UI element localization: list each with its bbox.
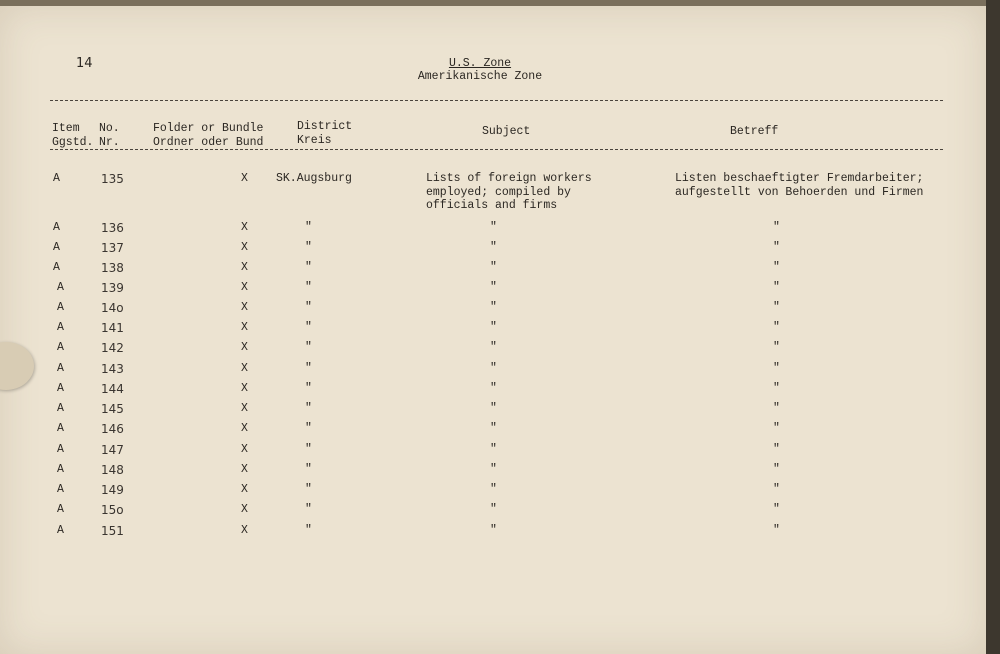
cell-subject: ": [490, 281, 497, 294]
cell-item: A: [57, 382, 64, 395]
cell-betreff: ": [773, 281, 780, 294]
column-header-folder-en: Folder or Bundle: [153, 122, 264, 135]
cell-no: 14o: [101, 301, 124, 315]
cell-no: 143: [101, 362, 124, 376]
cell-betreff: ": [773, 483, 780, 496]
column-header-subject: [482, 125, 530, 139]
cell-betreff: ": [773, 362, 780, 375]
cell-subject: ": [490, 402, 497, 415]
cell-item: A: [57, 341, 64, 354]
cell-no: 149: [101, 483, 124, 497]
cell-item: A: [57, 281, 64, 294]
column-header-district: [297, 120, 352, 148]
cell-betreff: ": [773, 422, 780, 435]
cell-folder: X: [241, 503, 248, 516]
cell-folder: X: [241, 382, 248, 395]
cell-no: 145: [101, 402, 124, 416]
column-header-betreff-de: Betreff: [730, 125, 779, 138]
cell-item: A: [53, 241, 60, 254]
cell-betreff: ": [773, 524, 780, 537]
zone-title-english: U.S. Zone: [448, 57, 512, 70]
cell-item: A: [57, 524, 64, 537]
cell-betreff: ": [773, 443, 780, 456]
cell-no: 138: [101, 261, 124, 275]
cell-subject: ": [490, 301, 497, 314]
binder-tab: [0, 342, 34, 390]
column-header-no: [99, 122, 120, 150]
column-header-item-de: Ggstd.: [52, 136, 94, 149]
cell-betreff: ": [773, 463, 780, 476]
cell-district: ": [305, 341, 312, 354]
cell-subject: ": [490, 261, 497, 274]
cell-item: A: [57, 362, 64, 375]
cell-no: 147: [101, 443, 124, 457]
cell-district: ": [305, 463, 312, 476]
cell-no: 142: [101, 341, 124, 355]
cell-folder: X: [241, 341, 248, 354]
cell-betreff: ": [773, 241, 780, 254]
cell-district: ": [305, 241, 312, 254]
header-bottom-rule: [50, 149, 943, 150]
cell-item: A: [57, 483, 64, 496]
cell-subject: ": [490, 362, 497, 375]
cell-folder: X: [241, 241, 248, 254]
cell-betreff: ": [773, 321, 780, 334]
cell-no: 151: [101, 524, 124, 538]
cell-folder: X: [241, 261, 248, 274]
cell-district: ": [305, 524, 312, 537]
cell-district: ": [305, 422, 312, 435]
cell-subject: ": [490, 321, 497, 334]
page-number: 14: [76, 56, 93, 71]
cell-district: ": [305, 503, 312, 516]
cell-item: A: [53, 221, 60, 234]
cell-subject: Lists of foreign workers employed; compiled by officials and firms: [426, 172, 592, 212]
cell-district: ": [305, 321, 312, 334]
cell-betreff: Listen beschaeftigter Fremdarbeiter; aufgestellt von Behoerden und Firmen: [675, 172, 924, 199]
cell-folder: X: [241, 422, 248, 435]
cell-folder: X: [241, 281, 248, 294]
cell-betreff: ": [773, 503, 780, 516]
cell-folder: X: [241, 362, 248, 375]
cell-folder: X: [241, 402, 248, 415]
cell-betreff: ": [773, 261, 780, 274]
column-header-no-en: No.: [99, 122, 120, 135]
header-top-rule: [50, 100, 943, 101]
cell-subject: ": [490, 382, 497, 395]
cell-district: ": [305, 362, 312, 375]
cell-district: ": [305, 281, 312, 294]
document-page: [0, 6, 986, 654]
cell-folder: X: [241, 463, 248, 476]
column-header-item: [52, 122, 93, 150]
cell-item: A: [57, 301, 64, 314]
cell-folder: X: [241, 483, 248, 496]
cell-betreff: ": [773, 221, 780, 234]
column-header-betreff: [730, 125, 778, 139]
zone-title: [0, 57, 960, 83]
cell-subject: ": [490, 503, 497, 516]
column-header-district-de: Kreis: [297, 134, 332, 147]
cell-folder: X: [241, 172, 248, 185]
cell-no: 136: [101, 221, 124, 235]
cell-item: A: [57, 463, 64, 476]
cell-subject: ": [490, 341, 497, 354]
cell-subject: ": [490, 524, 497, 537]
cell-district: ": [305, 443, 312, 456]
column-header-no-de: Nr.: [99, 136, 120, 149]
cell-betreff: ": [773, 341, 780, 354]
column-header-item-en: Item: [52, 122, 80, 135]
cell-district: SK.Augsburg: [276, 172, 352, 185]
cell-no: 144: [101, 382, 124, 396]
cell-folder: X: [241, 443, 248, 456]
cell-subject: ": [490, 241, 497, 254]
cell-district: ": [305, 301, 312, 314]
cell-item: A: [53, 172, 60, 185]
cell-district: ": [305, 382, 312, 395]
cell-subject: ": [490, 443, 497, 456]
cell-no: 146: [101, 422, 124, 436]
cell-item: A: [57, 443, 64, 456]
cell-no: 15o: [101, 503, 124, 517]
column-header-subject-en: Subject: [482, 125, 531, 138]
cell-district: ": [305, 261, 312, 274]
cell-subject: ": [490, 463, 497, 476]
cell-subject: ": [490, 483, 497, 496]
cell-subject: ": [490, 422, 497, 435]
column-header-folder-de: Ordner oder Bund: [153, 136, 264, 149]
column-header-district-en: District: [297, 120, 353, 133]
cell-district: ": [305, 483, 312, 496]
cell-no: 139: [101, 281, 124, 295]
cell-no: 137: [101, 241, 124, 255]
cell-betreff: ": [773, 402, 780, 415]
zone-title-german: Amerikanische Zone: [417, 70, 543, 83]
cell-district: ": [305, 402, 312, 415]
cell-no: 148: [101, 463, 124, 477]
cell-no: 141: [101, 321, 124, 335]
cell-betreff: ": [773, 382, 780, 395]
column-header-folder: [153, 122, 263, 150]
cell-folder: X: [241, 301, 248, 314]
cell-item: A: [57, 402, 64, 415]
cell-subject: ": [490, 221, 497, 234]
cell-item: A: [57, 503, 64, 516]
cell-folder: X: [241, 524, 248, 537]
cell-item: A: [57, 321, 64, 334]
cell-no: 135: [101, 172, 124, 186]
cell-betreff: ": [773, 301, 780, 314]
cell-folder: X: [241, 221, 248, 234]
page-edge-shadow: [986, 0, 1000, 654]
cell-item: A: [57, 422, 64, 435]
cell-district: ": [305, 221, 312, 234]
cell-item: A: [53, 261, 60, 274]
cell-folder: X: [241, 321, 248, 334]
